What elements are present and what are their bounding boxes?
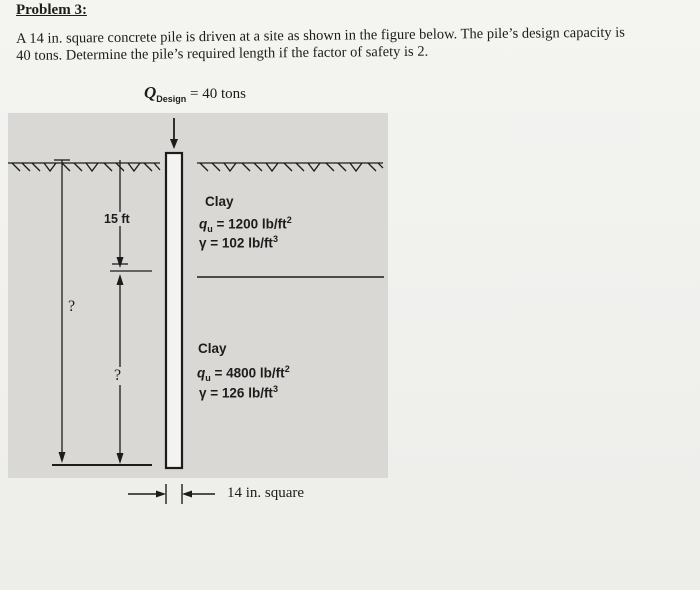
layer2-embedment-unknown: ? [114,367,122,384]
layer2-qu-symbol: q [197,365,206,381]
layer2-qu-subscript: u [205,373,211,384]
layer1-qu-subscript: u [207,224,213,235]
statement-line-1: A 14 in. square concrete pile is driven at a site as shown in the figure below. The pile’s design capacity is [16,24,625,47]
layer1-name: Clay [205,194,234,209]
layer1-qu-symbol: q [199,216,208,232]
statement-line-2: 40 tons. Determine the pile’s required length if the factor of safety is 2. [16,43,429,64]
layer2-gamma-value: = 126 lb/ft [210,385,273,401]
layer2-qu-value: = 4800 lb/ft [214,365,285,381]
layer1-qu [199,215,292,234]
layer2-name: Clay [198,341,227,356]
layer1-qu-value: = 1200 lb/ft [216,216,287,232]
layer1-gamma-exponent: 3 [272,234,278,244]
total-length-unknown: ? [68,298,76,315]
layer2-qu [197,364,290,383]
pile-width-label: 14 in. square [227,485,305,501]
load-subscript: Design [156,94,187,104]
layer1-gamma-value: = 102 lb/ft [210,235,273,251]
layer2-gamma [199,384,278,401]
layer2-qu-exponent: 2 [284,364,290,374]
layer1-qu-exponent: 2 [286,215,292,225]
design-load-label [144,83,246,104]
pile [166,153,182,468]
layer2-gamma-symbol: γ [199,385,207,401]
layer1-gamma-symbol: γ [199,235,207,251]
load-symbol: Q [144,83,157,102]
layer2-gamma-exponent: 3 [272,384,278,394]
pile-width-dimension [128,484,215,504]
problem-title: Problem 3: [16,2,87,18]
layer1-depth-label: 15 ft [104,212,130,226]
load-value: = 40 tons [190,86,247,102]
layer1-gamma [199,234,278,251]
